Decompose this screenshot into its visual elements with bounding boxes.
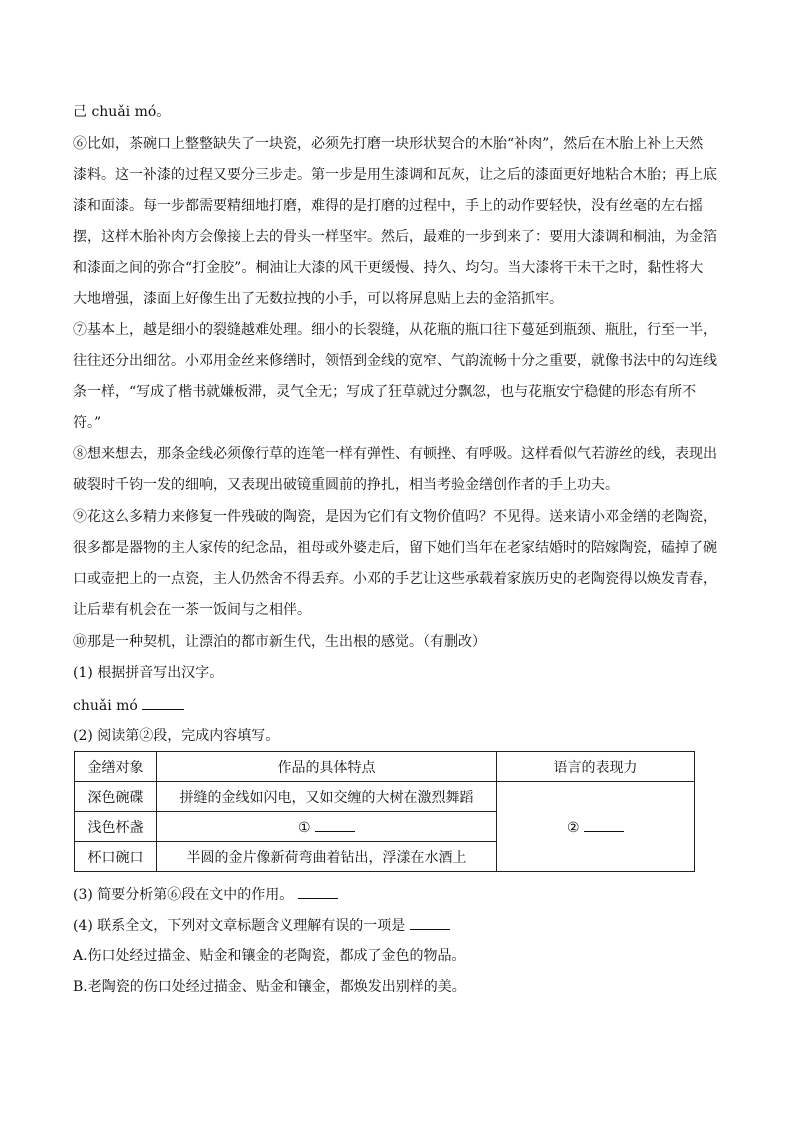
answer-blank[interactable] — [584, 817, 624, 832]
table-header: 金缮对象 — [75, 752, 157, 782]
answer-blank[interactable] — [410, 915, 450, 930]
table-cell: ① — [157, 812, 497, 842]
text-line: ⑨花这么多精力来修复一件残破的陶瓷，是因为它们有文物价值吗？不见得。送来请小邓金缮的老陶瓷， — [73, 509, 717, 525]
question-4: (4) 联系全文，下列对文章标题含义理解有误的一项是 — [73, 915, 450, 936]
text-line: ⑥比如，茶碗口上整整缺失了一块瓷，必须先打磨一块形状契合的木胎“补肉”，然后在木胎上补上天然 — [73, 136, 704, 152]
table-header-row — [75, 752, 695, 782]
text-line: 己 chuǎi mó。 — [73, 104, 171, 120]
text-line: 破裂时千钧一发的细响，又表现出破镜重圆前的挣扎，相当考验金缮创作者的手上功夫。 — [73, 477, 619, 493]
text-line: 让后辈有机会在一茶一饭间与之相伴。 — [73, 602, 311, 618]
table-cell: 深色碗碟 — [75, 782, 157, 812]
text-line: 和漆面之间的弥合“打金胶”。桐油让大漆的风干更缓慢、持久、均匀。当大漆将干未干之时，黏性将大 — [73, 260, 704, 276]
answer-blank[interactable] — [298, 884, 338, 899]
question-2: (2) 阅读第②段，完成内容填写。 — [73, 728, 280, 744]
text-line: 口或壶把上的一点瓷，主人仍然舍不得丢弃。小邓的手艺让这些承载着家族历史的老陶瓷得以焕发青春， — [73, 571, 717, 587]
text-line: 大地增强，漆面上好像生出了无数拉拽的小手，可以将屏息贴上去的金箔抓牢。 — [73, 291, 563, 307]
question-3: (3) 简要分析第⑥段在文中的作用。 — [73, 884, 338, 905]
table-row — [75, 782, 695, 812]
table-cell-merged: ② — [497, 782, 695, 872]
answer-table — [74, 751, 695, 872]
question-1-answer — [73, 695, 184, 716]
table-header: 作品的具体特点 — [157, 752, 497, 782]
text-line: 摆，这样木胎补肉方会像接上去的骨头一样坚牢。然后，最难的一步到来了：要用大漆调和桐油，为金箔 — [73, 229, 717, 245]
table-cell: 杯口碗口 — [75, 842, 157, 872]
text-line: 条一样，“写成了楷书就嫌板滞，灵气全无；写成了狂草就过分飘忽，也与花瓶安宁稳健的形态有所不 — [73, 384, 697, 400]
answer-blank[interactable] — [142, 695, 184, 710]
pinyin-label: chuǎi mó — [73, 698, 138, 714]
text-line: ⑩那是一种契机，让漂泊的都市新生代，生出根的感觉。（有删改） — [73, 634, 486, 650]
question-1: (1) 根据拼音写出汉字。 — [73, 665, 224, 681]
text-line: ⑦基本上，越是细小的裂缝越难处理。细小的长裂缝，从花瓶的瓶口往下蔓延到瓶颈、瓶肚，行至一半， — [73, 322, 717, 338]
option-b[interactable]: B.老陶瓷的伤口处经过描金、贴金和镶金，都焕发出别样的美。 — [73, 979, 466, 995]
text-line: ⑧想来想去，那条金线必须像行草的连笔一样有弹性、有顿挫、有呼吸。这样看似气若游丝的线，表现出 — [73, 446, 717, 462]
text-line: 漆和面漆。每一步都需要精细地打磨，难得的是打磨的过程中，手上的动作要轻快，没有丝毫的左右摇 — [73, 198, 703, 214]
table-cell: 半圆的金片像新荷弯曲着钻出，浮漾在水酒上 — [157, 842, 497, 872]
text-line: 漆料。这一补漆的过程又要分三步走。第一步是用生漆调和瓦灰，让之后的漆面更好地粘合木胎；再上底 — [73, 167, 717, 183]
answer-blank[interactable] — [315, 817, 355, 832]
table-header: 语言的表现力 — [497, 752, 695, 782]
table-cell: 浅色杯盏 — [75, 812, 157, 842]
text-line: 往往还分出细岔。小邓用金丝来修缮时，领悟到金线的宽窄、气韵流畅十分之重要，就像书法中的勾连线 — [73, 353, 717, 369]
text-line: 很多都是器物的主人家传的纪念品，祖母或外婆走后，留下她们当年在老家结婚时的陪嫁陶瓷，磕掉了碗 — [73, 540, 717, 556]
table-cell: 拼缝的金线如闪电，又如交缠的大树在激烈舞蹈 — [157, 782, 497, 812]
text-line: 符。” — [73, 415, 102, 431]
option-a[interactable]: A.伤口处经过描金、贴金和镶金的老陶瓷，都成了金色的物品。 — [73, 948, 466, 964]
